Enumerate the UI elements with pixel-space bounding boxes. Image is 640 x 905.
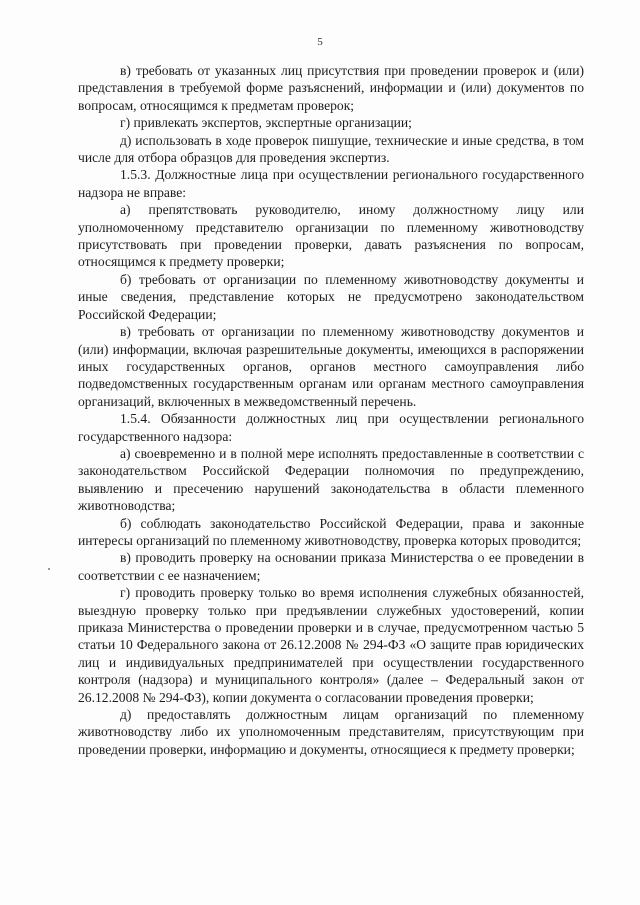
scan-artifact [48, 568, 50, 570]
paragraph: д) использовать в ходе проверок пишущие, технические и иные средства, в том числе для отбора образцов для проведения экспертиз. [78, 132, 584, 166]
paragraph: г) привлекать экспертов, экспертные организации; [120, 115, 412, 131]
paragraph: 1.5.4. Обязанности должностных лиц при осуществлении регионального государственного надзора: [78, 411, 584, 444]
document-body [78, 62, 584, 758]
paragraph: 1.5.3. Должностные лица при осуществлении регионального государственного надзора не вправе: [78, 167, 584, 200]
paragraph: г) проводить проверку только во время исполнения служебных обязанностей, выездную проверку только при предъявлении служебных удостоверений, копии приказа Министерства о проведении проверки и в случае, предусмотренном частью 5 статьи 10 Федерального закона от 26.12.2008 № 294-ФЗ «О защите прав юридических лиц и индивидуальных предпринимателей при осуществлении государственного контроля (надзора) и муниципального контроля» (далее – Федеральный закон от 26.12.2008 № 294-ФЗ), копии документа о согласовании проведения проверки; [78, 585, 584, 705]
paragraph: в) требовать от организации по племенному животноводству документов и (или) информации, включая разрешительные документы, имеющихся в распоряжении иных государственных органов, органов местного самоуправления либо подведомственных государственным органам или органам местного самоуправления организаций, включенных в межведомственный перечень. [78, 324, 584, 409]
paragraph: в) проводить проверку на основании приказа Министерства о ее проведении в соответствии с ее назначением; [78, 550, 584, 583]
paragraph: б) соблюдать законодательство Российской Федерации, права и законные интересы организаций по племенному животноводству, проверка которых проводится; [78, 515, 584, 548]
paragraph: б) требовать от организации по племенному животноводству документы и иные сведения, представление которых не предусмотрено законодательством Российской Федерации; [78, 271, 584, 322]
paragraph: а) препятствовать руководителю, иному должностному лицу или уполномоченному представителю организации по племенному животноводству присутствовать при проведении проверки, давать разъяснения по вопросам, относящимся к предмету проверки; [78, 202, 584, 270]
paragraph: а) своевременно и в полной мере исполнять предоставленные в соответствии с законодательством Российской Федерации полномочия по предупреждению, выявлению и пресечению нарушений законодательства в области племенного животноводства; [78, 445, 584, 514]
paragraph: в) требовать от указанных лиц присутствия при проведении проверок и (или) представления в требуемой форме разъяснений, информации и (или) документов по вопросам, относящимся к предметам проверок; [78, 63, 584, 113]
page-number: 5 [317, 36, 323, 48]
paragraph: д) предоставлять должностным лицам организаций по племенному животноводству либо их уполномоченным представителям, присутствующим при проведении проверки, информацию и документы, относящиеся к предмету проверки; [78, 707, 584, 757]
